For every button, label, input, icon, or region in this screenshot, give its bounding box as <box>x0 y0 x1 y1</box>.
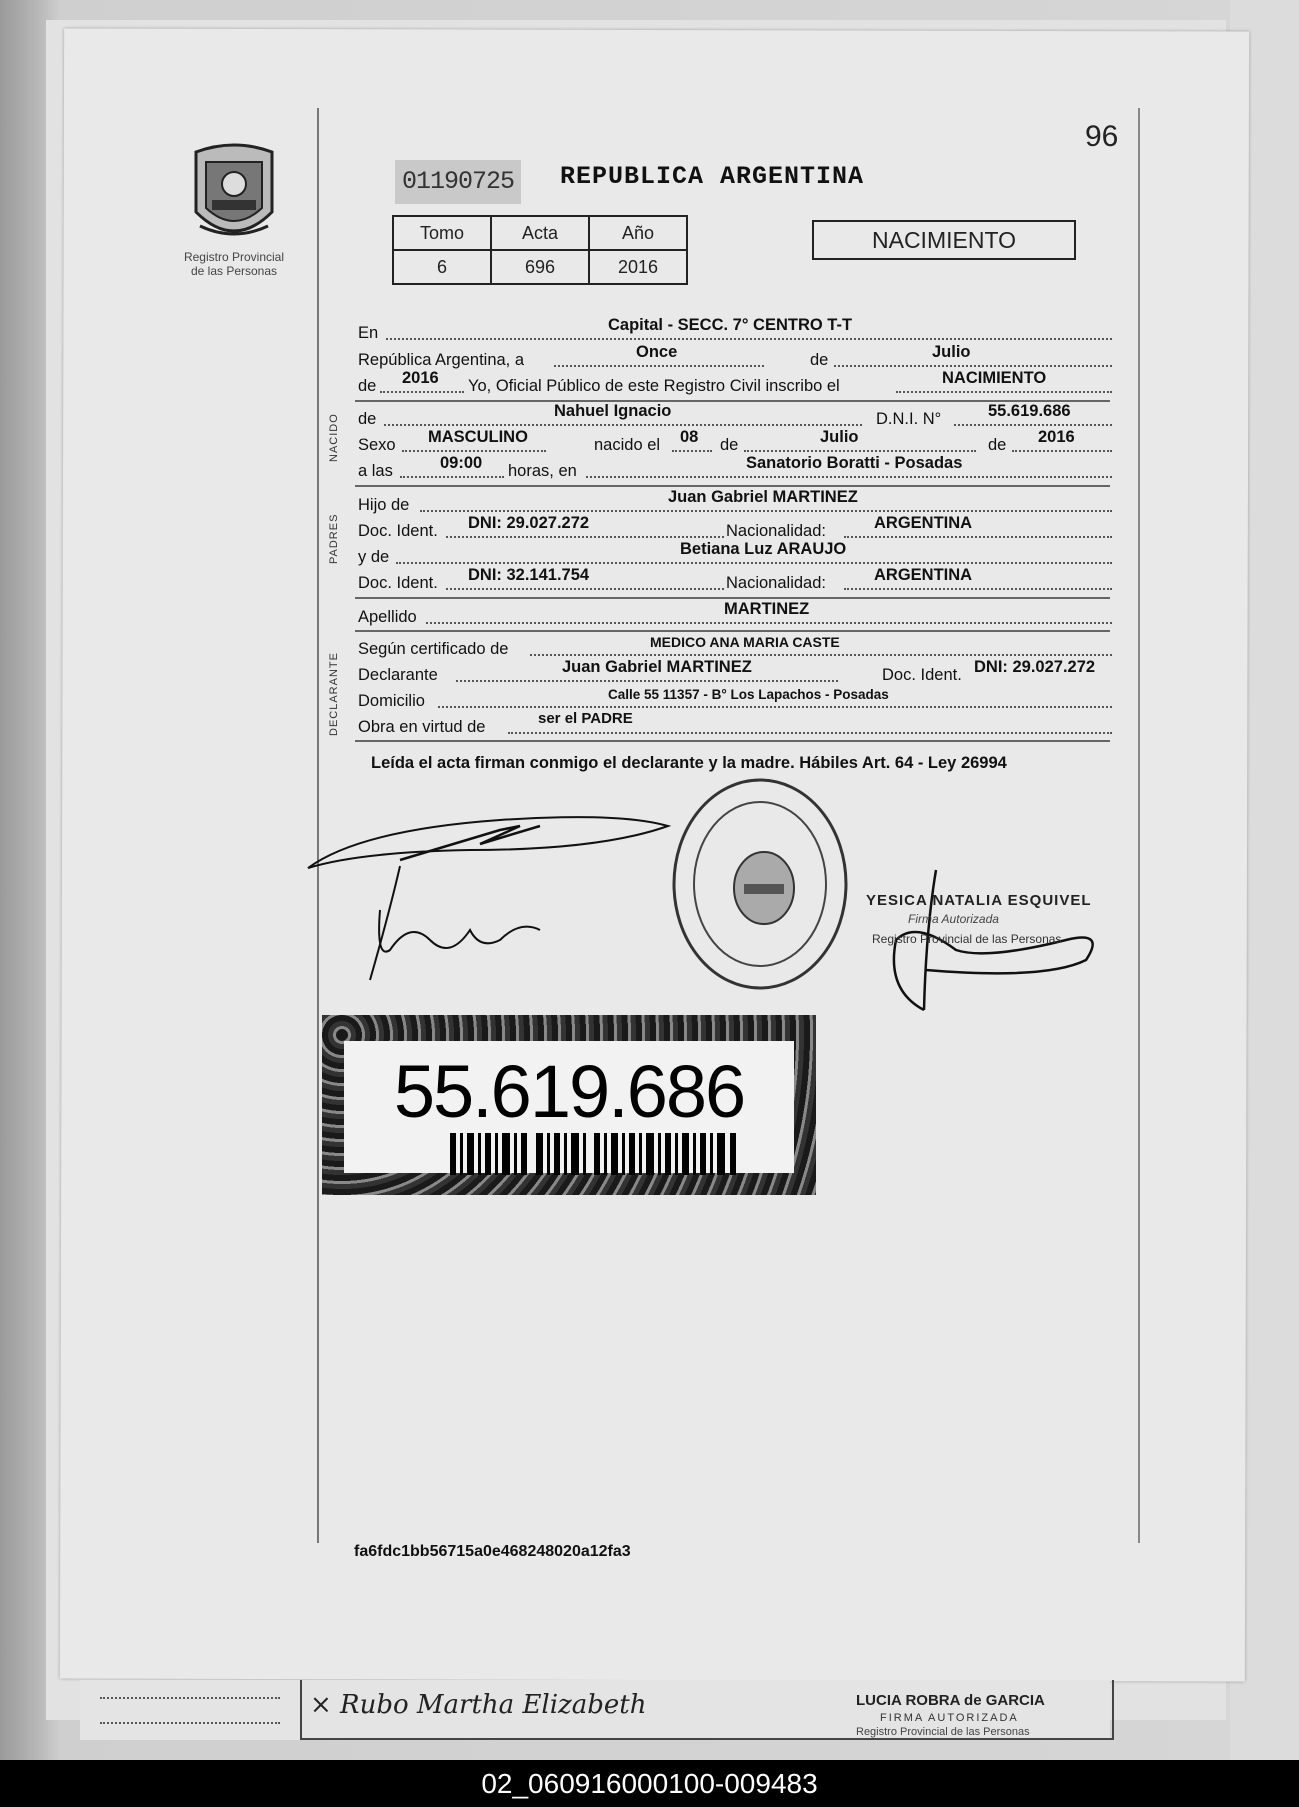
row-certificado <box>358 634 1114 658</box>
strip-signer-name: LUCIA ROBRA de GARCIA <box>856 1692 1045 1709</box>
madre-nac-value: ARGENTINA <box>874 566 973 584</box>
nac-de-label: de <box>720 436 739 454</box>
document-hash: fa6fdc1bb56715a0e468248020a12fa3 <box>354 1543 631 1560</box>
dni-value: 55.619.686 <box>988 402 1071 420</box>
row-domicilio <box>358 686 1114 710</box>
anio-value-inline: 2016 <box>402 369 439 387</box>
dni-label: D.N.I. N° <box>876 410 942 428</box>
decl-doc-label: Doc. Ident. <box>882 666 962 684</box>
id-number-sticker <box>322 1015 816 1195</box>
row-madre-doc <box>358 568 1114 592</box>
yde-label: y de <box>358 548 390 566</box>
republica-label: República Argentina, a <box>358 351 525 369</box>
row-inscribe <box>358 371 1114 395</box>
document-title: REPUBLICA ARGENTINA <box>560 162 865 191</box>
strip-handwritten-name: × Rubo Martha Elizabeth <box>310 1690 647 1720</box>
sexo-value: MASCULINO <box>428 428 528 446</box>
padre-nac-value: ARGENTINA <box>874 514 973 532</box>
divider-4 <box>355 630 1110 632</box>
en-label: En <box>358 324 379 342</box>
row-padre-doc <box>358 516 1114 540</box>
madre-value: Betiana Luz ARAUJO <box>680 540 847 558</box>
en-value: Capital - SECC. 7° CENTRO T-T <box>608 316 853 334</box>
anio-value: 2016 <box>589 250 687 284</box>
row-obra <box>358 712 1114 736</box>
sexo-label: Sexo <box>358 436 396 454</box>
registry-label <box>168 250 300 278</box>
apellido-label: Apellido <box>358 608 417 626</box>
section-padres-label: PADRES <box>328 513 340 564</box>
official-org: Registro Provincial de las Personas <box>872 932 1062 946</box>
row-en <box>358 318 1114 342</box>
nac-anio-value: 2016 <box>1038 428 1075 446</box>
row-declarante <box>358 660 1114 684</box>
provincial-emblem-icon <box>186 142 282 250</box>
section-nacido-label: NACIDO <box>328 413 340 462</box>
row-y-de <box>358 542 1114 566</box>
declarant-signature-icon <box>300 790 680 990</box>
tomo-acta-anio-table <box>392 215 688 285</box>
official-seal-icon <box>660 772 860 1002</box>
acta-value: 696 <box>491 250 589 284</box>
nac-mes-value: Julio <box>820 428 859 446</box>
certif-value: MEDICO ANA MARIA CASTE <box>650 634 840 650</box>
official-role: Firma Autorizada <box>908 912 999 926</box>
lugar-value: Sanatorio Boratti - Posadas <box>746 454 963 472</box>
row-fecha <box>358 345 1114 369</box>
apellido-value: MARTINEZ <box>724 600 810 618</box>
file-caption: 02_060916000100-009483 <box>0 1760 1299 1807</box>
madre-doc-label: Doc. Ident. <box>358 574 438 592</box>
madre-doc-value: DNI: 32.141.754 <box>468 566 590 584</box>
dia-value: Once <box>636 343 678 361</box>
serial-number: 01190725 <box>395 160 521 204</box>
row-sexo <box>358 430 1114 454</box>
yo-text: Yo, Oficial Público de este Registro Civil inscribo el <box>468 377 840 395</box>
sticker-number: 55.619.686 <box>393 1050 745 1133</box>
nac-mes-dots <box>744 430 976 452</box>
strip-dots-2 <box>100 1722 280 1724</box>
de-nombre-label: de <box>358 410 377 428</box>
divider-5 <box>355 740 1110 742</box>
certif-label: Según certificado de <box>358 640 509 658</box>
official-name: YESICA NATALIA ESQUIVEL <box>866 892 1092 909</box>
barcode-icon <box>450 1133 740 1175</box>
row-hora <box>358 456 1114 480</box>
declarante-label: Declarante <box>358 666 438 684</box>
horas-en-label: horas, en <box>508 462 577 480</box>
record-type-box: NACIMIENTO <box>812 220 1076 260</box>
nac-de2-label: de <box>988 436 1007 454</box>
strip-signer-role: FIRMA AUTORIZADA <box>880 1712 1019 1724</box>
divider-3 <box>355 597 1110 599</box>
row-apellido <box>358 602 1114 626</box>
acta-header: Acta <box>491 216 589 250</box>
obra-label: Obra en virtud de <box>358 718 486 736</box>
divider-2 <box>355 485 1110 487</box>
de-label: de <box>810 351 829 369</box>
padre-doc-label: Doc. Ident. <box>358 522 438 540</box>
section-declarante-label: DECLARANTE <box>328 652 340 736</box>
page-number: 96 <box>1085 120 1119 153</box>
tomo-value: 6 <box>393 250 491 284</box>
padre-nac-label: Nacionalidad: <box>726 522 826 540</box>
tomo-header: Tomo <box>393 216 491 250</box>
strip-dots-1 <box>100 1697 280 1699</box>
nac-dia-value: 08 <box>680 428 699 446</box>
declarante-value: Juan Gabriel MARTINEZ <box>562 658 752 676</box>
decl-doc-value: DNI: 29.027.272 <box>974 658 1096 676</box>
a-las-label: a las <box>358 462 393 480</box>
nacido-label: nacido el <box>594 436 661 454</box>
hijo-label: Hijo de <box>358 496 410 514</box>
hora-value: 09:00 <box>440 454 483 472</box>
registry-line1: Registro Provincial <box>183 250 285 264</box>
padre-doc-value: DNI: 29.027.272 <box>468 514 590 532</box>
margin-line-right <box>1138 108 1140 1543</box>
anio-header: Año <box>589 216 687 250</box>
mes-dots <box>834 345 1112 367</box>
registry-line2: de las Personas <box>190 264 278 278</box>
row-hijo-de <box>358 490 1114 514</box>
closing-note: Leída el acta firman conmigo el declarante y la madre. Hábiles Art. 64 - Ley 26994 <box>371 754 1007 772</box>
row-nombre <box>358 404 1114 428</box>
obra-value: ser el PADRE <box>538 710 633 727</box>
domicilio-value: Calle 55 11357 - B° Los Lapachos - Posadas <box>608 687 889 702</box>
nombre-value: Nahuel Ignacio <box>554 402 672 420</box>
acto-value: NACIMIENTO <box>942 369 1047 387</box>
padre-value: Juan Gabriel MARTINEZ <box>668 488 858 506</box>
madre-nac-label: Nacionalidad: <box>726 574 826 592</box>
strip-signer-org: Registro Provincial de las Personas <box>856 1726 1030 1738</box>
mes-value: Julio <box>932 343 971 361</box>
de-anio-label: de <box>358 377 377 395</box>
domicilio-label: Domicilio <box>358 692 425 710</box>
sticker-label-area <box>344 1041 794 1173</box>
